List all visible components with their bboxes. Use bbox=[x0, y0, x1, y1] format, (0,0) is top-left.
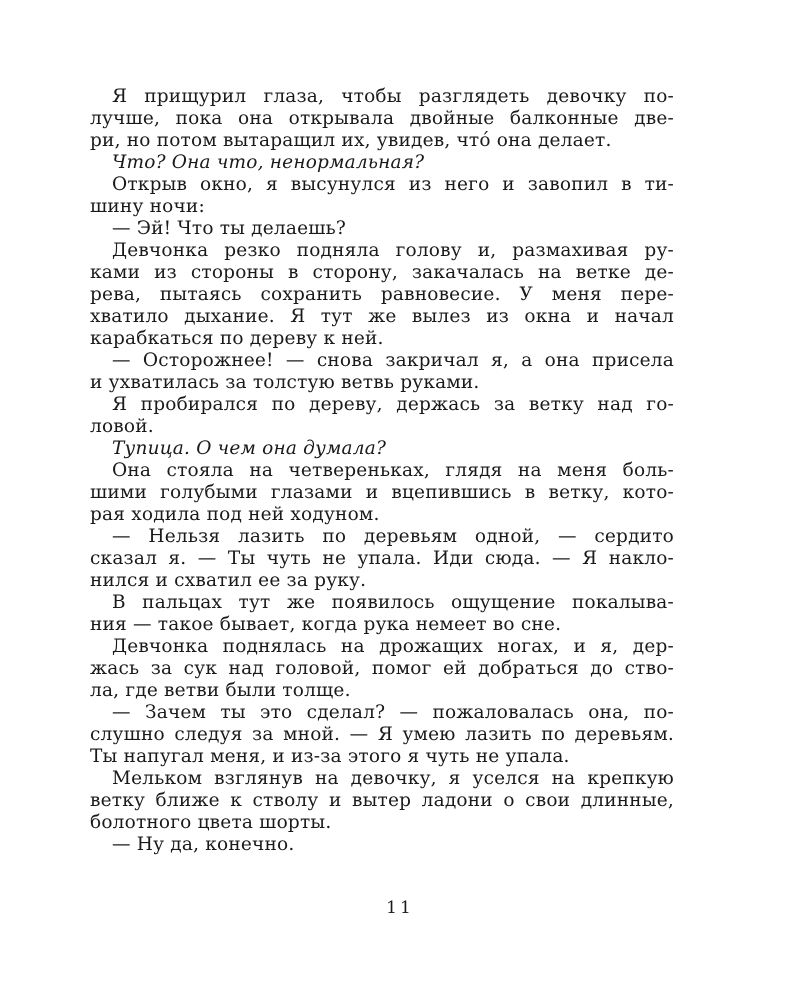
text-line: — Зачем ты это сделал? — пожаловалась она, по- bbox=[112, 702, 674, 723]
text-line: ри, но потом вытаращил их, увидев, чтó она делает. bbox=[90, 130, 612, 151]
text-line: карабкаться по дереву к ней. bbox=[90, 328, 384, 349]
italic-thought-line: Что? Она что, ненормальная? bbox=[112, 152, 425, 173]
text-line: Ты напугал меня, и из-за этого я чуть не упала. bbox=[90, 746, 570, 767]
text-line: ветку ближе к стволу и вытер ладони о свои длинные, bbox=[90, 790, 674, 811]
italic-thought-line: Тупица. О чем она думала? bbox=[112, 438, 387, 459]
text-line: Мельком взглянув на девочку, я уселся на крепкую bbox=[112, 768, 674, 789]
text-line: слушно следуя за мной. — Я умею лазить по деревьям. bbox=[90, 724, 674, 745]
text-line: — Ну да, конечно. bbox=[112, 834, 295, 855]
text-line: рая ходила под ней ходуном. bbox=[90, 504, 380, 525]
text-line: ла, где ветви были толще. bbox=[90, 680, 351, 701]
text-line: Я пробирался по дереву, держась за ветку над го- bbox=[112, 394, 674, 415]
text-line: и ухватилась за толстую ветвь руками. bbox=[90, 372, 480, 393]
text-line: хватило дыхание. Я тут же вылез из окна и начал bbox=[90, 306, 674, 327]
text-line: сказал я. — Ты чуть не упала. Иди сюда. — Я накло- bbox=[90, 548, 674, 569]
text-line: Я прищурил глаза, чтобы разглядеть девочку по- bbox=[112, 86, 674, 107]
text-line: Девчонка резко подняла голову и, размахивая ру- bbox=[112, 240, 674, 261]
text-line: шими голубыми глазами и вцепившись в ветку, кото- bbox=[90, 482, 674, 503]
text-line: ния — такое бывает, когда рука немеет во сне. bbox=[90, 614, 562, 635]
text-line: рева, пытаясь сохранить равновесие. У меня пере- bbox=[90, 284, 674, 305]
text-line: ловой. bbox=[90, 416, 154, 437]
text-line: В пальцах тут же появилось ощущение покалыва- bbox=[112, 592, 674, 613]
text-line: шину ночи: bbox=[90, 196, 205, 217]
text-line: Девчонка поднялась на дрожащих ногах, и я, дер- bbox=[112, 636, 674, 657]
text-line: Открыв окно, я высунулся из него и завопил в ти- bbox=[112, 174, 674, 195]
text-line: Она стояла на четвереньках, глядя на меня боль- bbox=[112, 460, 674, 481]
text-line: болотного цвета шорты. bbox=[90, 812, 332, 833]
text-line: — Нельзя лазить по деревьям одной, — сердито bbox=[112, 526, 674, 547]
page-number: 11 bbox=[386, 898, 414, 918]
page-body bbox=[90, 86, 674, 856]
text-line: ками из стороны в сторону, закачалась на ветке де- bbox=[90, 262, 674, 283]
text-line: — Осторожнее! — снова закричал я, а она присела bbox=[112, 350, 674, 371]
text-line: лучше, пока она открывала двойные балконные две- bbox=[90, 108, 674, 129]
text-line: нился и схватил ее за руку. bbox=[90, 570, 367, 591]
text-line: — Эй! Что ты делаешь? bbox=[112, 218, 347, 239]
text-line: жась за сук над головой, помог ей добраться до ство- bbox=[90, 658, 674, 679]
